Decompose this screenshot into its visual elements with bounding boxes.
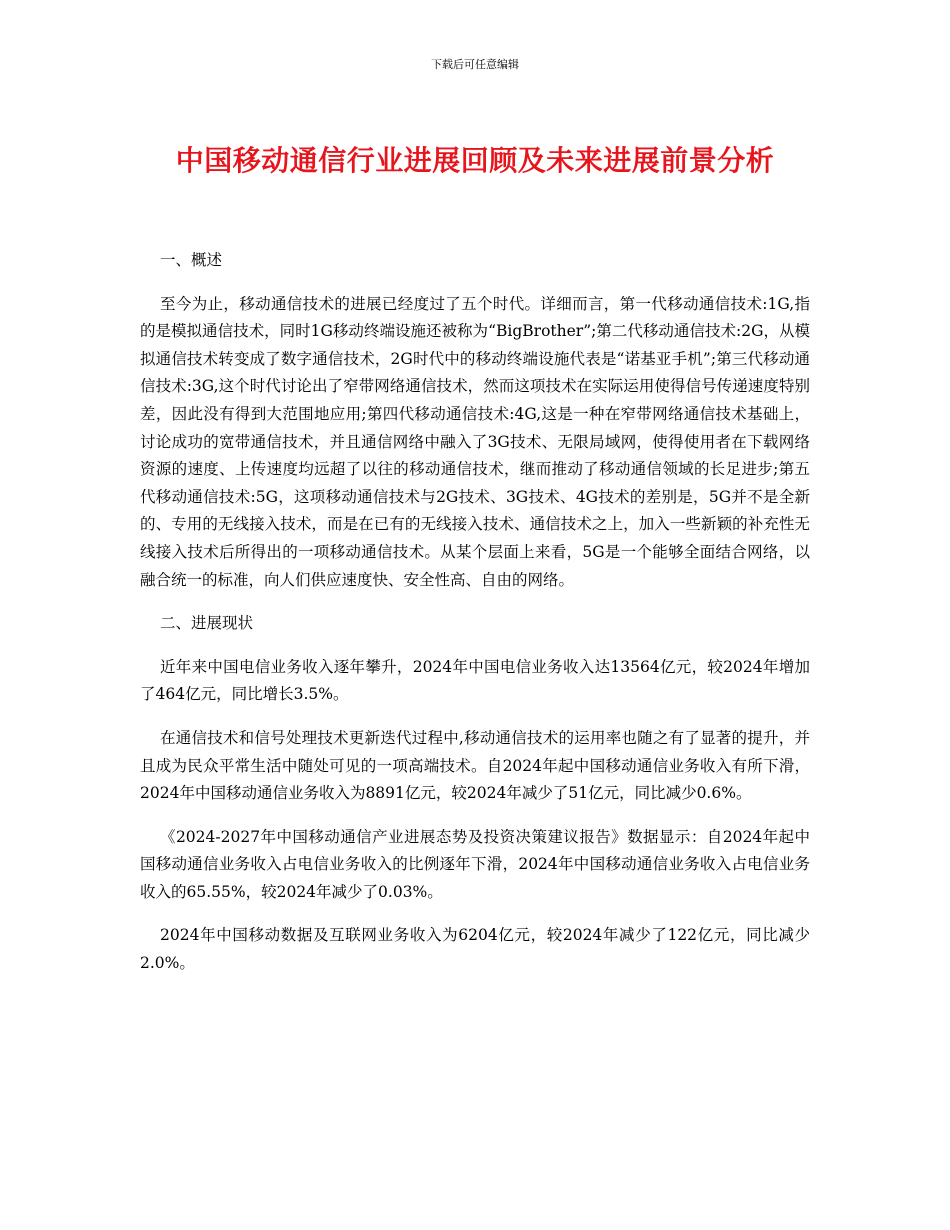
document-title: 中国移动通信行业进展回顾及未来进展前景分析 — [175, 144, 775, 177]
paragraph: 近年来中国电信业务收入逐年攀升，2024年中国电信业务收入达13564亿元，较2024年增加了464亿元，同比增长3.5%。 — [140, 657, 810, 704]
paragraph: 至今为止，移动通信技术的进展已经度过了五个时代。详细而言，第一代移动通信技术:1G,指的是模拟通信技术，同时1G移动终端设施还被称为“BigBrother”;第二代移动通信技术:2G，从模拟通信技术转变成了数字通信技术，2G时代中的移动终端设施代表是“诺基亚手机”;第三代移动通信技术:3G,这个时代讨论出了窄带网络通信技术，然而这项技术在实际运用使得信号传递速度特别差，因此没有得到大范围地应用;第四代移动通信技术:4G,这是一种在窄带网络通信技术基础上，讨论成功的宽带通信技术，并且通信网络中融入了3G技术、无限局域网，使得使用者在下载网络资源的速度、上传速度均远超了以往的移动通信技术，继而推动了移动通信领域的长足进步;第五代移动通信技术:5G，这项移动通信技术与2G技术、3G技术、4G技术的差别是，5G并不是全新的、专用的无线接入技术，而是在已有的无线接入技术、通信技术之上，加入一些新颖的补充性无线接入技术后所得出的一项移动通信技术。从某个层面上来看，5G是一个能够全面结合网络，以融合统一的标准，向人们供应速度快、安全性高、自由的网络。 — [140, 294, 810, 589]
section-heading-overview: 一、概述 — [160, 251, 223, 269]
paragraph: 2024年中国移动数据及互联网业务收入为6204亿元，较2024年减少了122亿元，同比减少2.0%。 — [140, 926, 810, 973]
section-heading-status: 二、进展现状 — [160, 614, 254, 633]
section-overview — [140, 247, 810, 594]
paragraph: 在通信技术和信号处理技术更新迭代过程中,移动通信技术的运用率也随之有了显著的提升，并且成为民众平常生活中随处可见的一项高端技术。自2024年起中国移动通信业务收入有所下滑，2024年中国移动通信业务收入为8891亿元，较2024年减少了51亿元，同比减少0.6%。 — [140, 728, 810, 803]
page-header: 下载后可任意编辑 — [431, 58, 519, 71]
paragraph: 《2024-2027年中国移动通信产业进展态势及投资决策建议报告》数据显示：自2024年起中国移动通信业务收入占电信业务收入的比例逐年下滑，2024年中国移动通信业务收入占电信业务收入的65.55%，较2024年减少了0.03%。 — [140, 827, 810, 901]
document-body — [140, 247, 810, 994]
section-status — [140, 610, 810, 978]
